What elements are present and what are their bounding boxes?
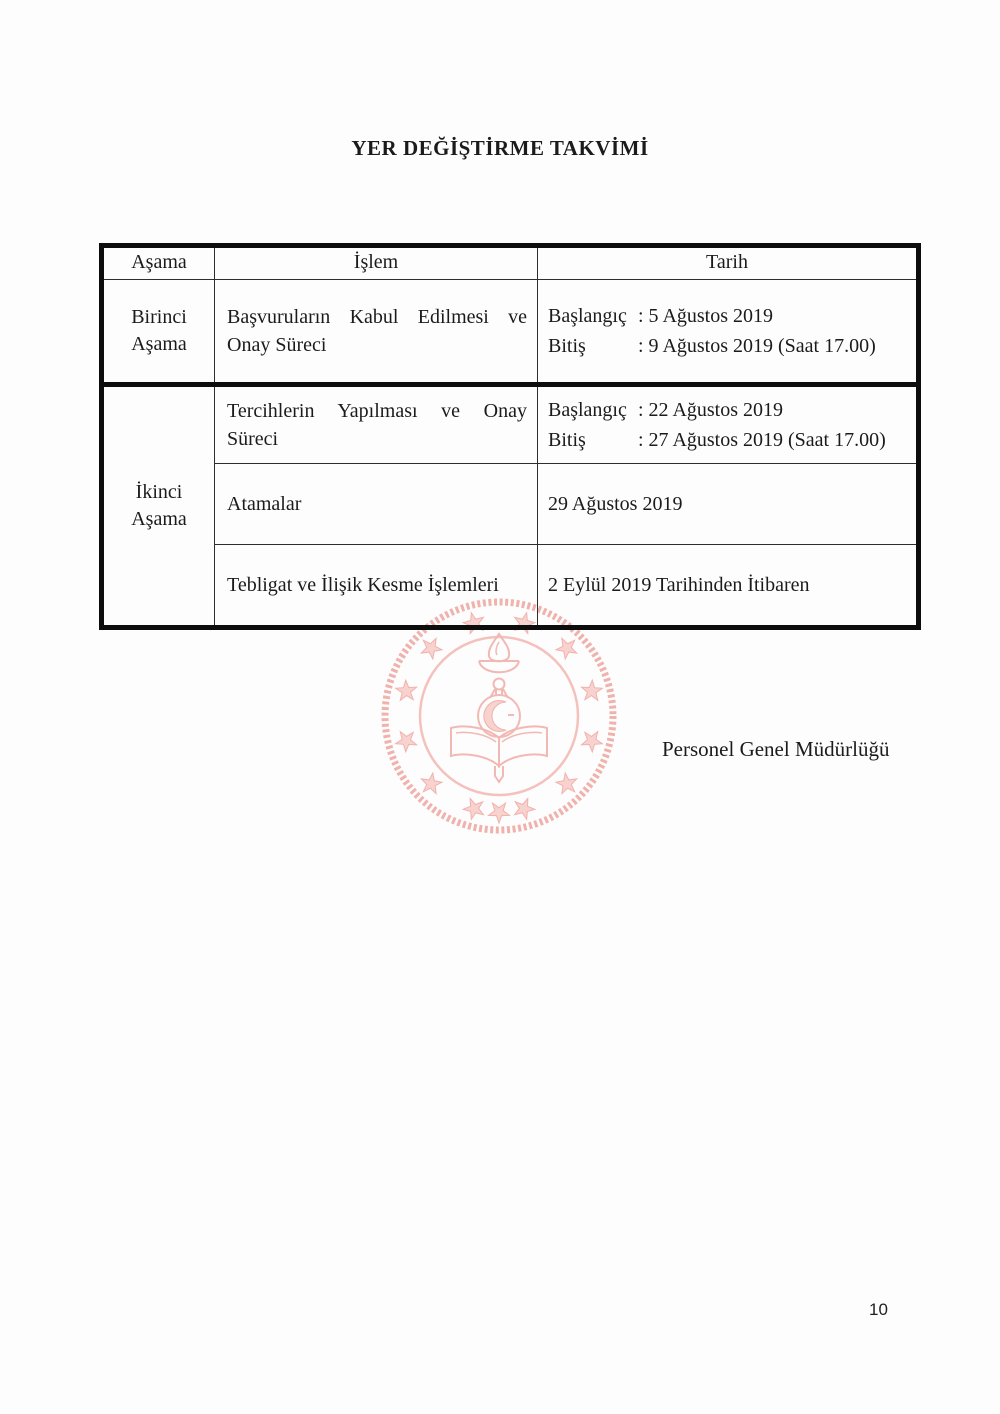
signature-department: Personel Genel Müdürlüğü	[662, 737, 890, 761]
tarih-line: 29 Ağustos 2019	[548, 493, 683, 515]
page-title: YER DEĞİŞTİRME TAKVİMİ	[351, 136, 649, 160]
table-header-row	[104, 248, 916, 280]
schedule-table	[99, 243, 921, 630]
islem-cell: Tercihlerin Yapılması ve Onay Süreci	[215, 387, 538, 464]
column-header-tarih: Tarih	[706, 251, 748, 273]
tarih-line	[548, 331, 910, 361]
tarih-cell	[538, 387, 916, 464]
column-header-islem: İşlem	[215, 248, 538, 279]
tarih-label: Başlangıç	[548, 305, 627, 327]
column-header-asama: Aşama	[104, 248, 215, 279]
tarih-label: Başlangıç	[548, 399, 627, 421]
tarih-value: : 22 Ağustos 2019	[638, 399, 784, 421]
tarih-line	[548, 425, 910, 455]
section-ikinci-asama	[104, 387, 916, 625]
stage-label: Birinci Aşama	[104, 280, 215, 382]
page-number: 10	[869, 1300, 888, 1319]
islem-cell: Başvuruların Kabul Edilmesi ve Onay Süreci	[215, 280, 538, 382]
tarih-label: Bitiş	[548, 429, 586, 451]
tarih-cell	[538, 280, 916, 382]
tarih-value: : 27 Ağustos 2019 (Saat 17.00)	[638, 429, 886, 451]
tarih-line: 2 Eylül 2019 Tarihinden İtibaren	[548, 574, 810, 596]
tarih-line	[548, 301, 910, 331]
tarih-cell	[538, 464, 916, 545]
section-birinci-asama	[104, 280, 916, 382]
tarih-line	[548, 395, 910, 425]
tarih-value: : 9 Ağustos 2019 (Saat 17.00)	[638, 335, 876, 357]
islem-cell: Tebligat ve İlişik Kesme İşlemleri	[215, 545, 538, 625]
islem-cell: Atamalar	[215, 464, 538, 545]
tarih-value: : 5 Ağustos 2019	[638, 305, 774, 327]
stage-label: İkinci Aşama	[104, 387, 215, 625]
tarih-cell	[538, 545, 916, 625]
tarih-label: Bitiş	[548, 335, 586, 357]
seal-stars	[393, 610, 605, 823]
